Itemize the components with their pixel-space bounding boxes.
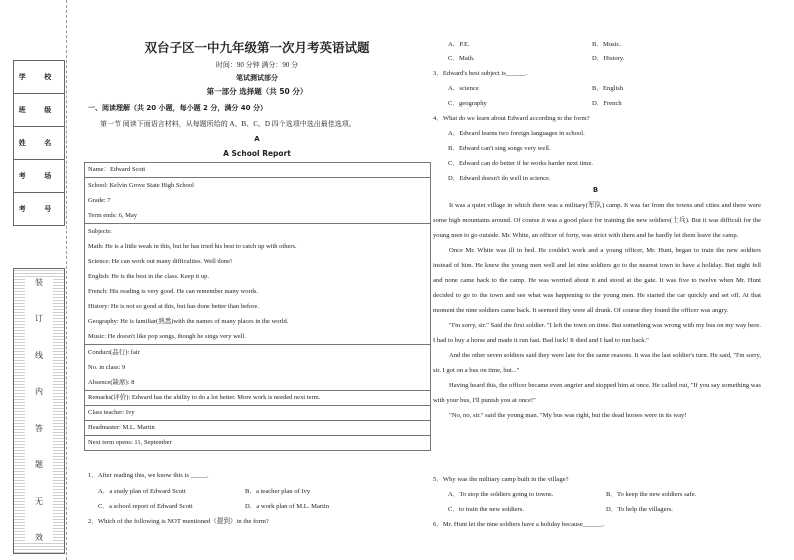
question-3: 3．Edward's best subject is______. <box>433 70 528 77</box>
binding-char: 装 <box>35 278 43 287</box>
passage-b-paragraph: Having heard this, the officer became even angrier and stopped him at once. He called out, "If you say something was with your bus, I'll punish you at once!" <box>433 382 761 404</box>
q3-option-d[interactable]: D．French <box>592 100 622 107</box>
passage-b-paragraph: It was a quiet village in which there was a military(军队) camp. It was far from the towns and cities and there were some high mountains around. Of course it was a good place for training the new soldiers(士兵). But it was difficult for the young men to go outside. Mr. White, an officer of forty, was strict with them and he hardly let them leave the camp. <box>433 202 761 239</box>
report-absence: Absence(缺席): 8 <box>88 379 135 386</box>
q2-option-b[interactable]: B．Music. <box>592 41 622 48</box>
part1-heading: 第一部分 选择题（共 50 分） <box>206 87 308 96</box>
q1-option-c[interactable]: C．a school report of Edward Scott <box>98 503 193 510</box>
report-term-ends: Term ends: 6, May <box>88 212 138 219</box>
school-field[interactable]: 学 校 <box>14 61 65 94</box>
subject-french: French: His reading is very good. He can remember many words. <box>88 288 259 295</box>
exam-number-field[interactable]: 考 号 <box>14 193 65 226</box>
report-conduct: Conduct(品行): fair <box>88 349 140 356</box>
q2-option-d[interactable]: D．History. <box>592 55 625 62</box>
passage-b-paragraph: Once Mr. White was ill in bed. He couldn't work and a young officer, Mr. Hunt, began to train the new soldiers instead of him. He knew the young men well and let nine soldiers go to the nearest town to have a holiday. But night fell and none came back to the camp. He was worried about it and stood at the gate. It was five to twelve when Mr. Hunt decided to go to the town and see what was happening to the young men. He started the car quickly and set off. At that moment the nine soldiers came back. It seemed they were all drunk. Of course they found the officer was angry. <box>433 247 761 314</box>
report-subjects-block <box>85 224 431 345</box>
binding-char: 无 <box>35 496 43 506</box>
report-next-term: Next term opens: 11, September <box>85 436 431 451</box>
passage-b-label: B <box>593 186 599 194</box>
q4-option-c[interactable]: C．Edward can do better if he works harder next time. <box>448 160 594 167</box>
question-6: 6．Mr. Hunt let the nine soldiers have a holiday because______. <box>433 521 605 528</box>
passage-b-paragraph: "No, no, sir." said the young man. "My bus was right, but the dead horses were in its way! <box>449 412 687 419</box>
name-field[interactable]: 姓 名 <box>14 127 65 160</box>
binding-char: 题 <box>35 460 43 470</box>
report-remarks: Remarks(评价): Edward has the ability to do a lot better. More work is needed next term. <box>85 391 431 406</box>
passage-b-paragraph: And the other seven soldiers said they were late for the same reasons. It was the last soldier's turn. He said, "I'm sorry, sir. I got on a bus on time, but..." <box>433 352 761 374</box>
question-1: 1．After reading this, we know this is _____. <box>88 472 209 479</box>
report-class-number: No. in class: 9 <box>88 364 126 371</box>
report-grade: Grade: 7 <box>88 197 111 204</box>
report-name: Name：Edward Scott <box>85 163 431 178</box>
section-instruction: 第一节 阅读下面语言材料，从每题所给的 A、B、C、D 四个选项中选出最佳选项。 <box>100 120 356 128</box>
q4-option-b[interactable]: B．Edward can't sing songs very well. <box>448 145 551 152</box>
binding-char: 线 <box>35 350 43 360</box>
report-school-block <box>85 178 431 224</box>
q3-option-c[interactable]: C．geography <box>448 100 487 107</box>
student-info-table <box>13 60 65 226</box>
question-4: 4．What do we learn about Edward according to the form? <box>433 115 590 122</box>
subject-math: Math: He is a little weak in this, but he has tried his best to catch up with others. <box>88 243 297 250</box>
subject-history: History: He is not so good at this, but has done better than before. <box>88 303 259 310</box>
subject-music: Music: He doesn't like pop songs, though he sings very well. <box>88 333 246 340</box>
subjects-label: Subjects: <box>88 228 112 235</box>
report-headmaster: Headmaster: M.L. Martin <box>85 421 431 436</box>
reading-section-heading: 一、阅读理解（共 20 小题，每小题 2 分，满分 40 分） <box>88 104 267 112</box>
section-written-label: 笔试测试部分 <box>236 74 278 82</box>
school-report-table <box>84 162 431 451</box>
subject-geography: Geography: He is familiar(熟悉)with the names of many places in the world. <box>88 318 289 325</box>
q5-option-a[interactable]: A．To stop the soldiers going to towns. <box>448 491 554 498</box>
question-5: 5．Why was the military camp built in the village? <box>433 476 569 483</box>
q5-option-c[interactable]: C．to train the new soldiers. <box>448 506 524 513</box>
binding-char: 答 <box>35 423 43 433</box>
binding-line-strip <box>13 268 65 554</box>
report-conduct-block <box>85 345 431 391</box>
q5-option-d[interactable]: D．To help the villagers. <box>606 506 673 513</box>
report-school: School: Kelvin Grove State High School <box>88 182 194 189</box>
q2-option-c[interactable]: C．Math. <box>448 55 475 62</box>
q4-option-a[interactable]: A．Edward learns two foreign languages in school. <box>448 130 585 137</box>
binding-char: 内 <box>35 387 43 397</box>
passage-a-label: A <box>254 135 260 143</box>
q5-option-b[interactable]: B．To keep the new soldiers safe. <box>606 491 697 498</box>
exam-title: 双台子区一中九年级第一次月考英语试题 <box>144 40 370 55</box>
q3-option-a[interactable]: A．science <box>448 85 479 92</box>
class-field[interactable]: 班 级 <box>14 94 65 127</box>
exam-room-field[interactable]: 考 场 <box>14 160 65 193</box>
q1-option-a[interactable]: A．a study plan of Edward Scott <box>98 488 186 495</box>
passage-a-title: A School Report <box>223 149 291 158</box>
subject-science: Science: He can work out many difficulties. Well done! <box>88 258 233 265</box>
q4-option-d[interactable]: D．Edward doesn't do well in science. <box>448 175 551 182</box>
passage-b-paragraph: "I'm sorry, sir." Said the first soldier. "I left the town on time. But something was wrong with my bus on my way here. I had to buy a horse and made it run fast. Bad luck! It died and I had to run back." <box>433 322 761 344</box>
q1-option-d[interactable]: D．a work plan of M.L. Martin <box>245 503 330 510</box>
q1-option-b[interactable]: B．a teacher plan of Ivy <box>245 488 311 495</box>
subject-english: English: He is the best in the class. Keep it up. <box>88 273 209 280</box>
passage-b <box>433 198 761 423</box>
binding-char: 效 <box>35 532 43 542</box>
binding-char: 订 <box>35 314 43 324</box>
report-class-teacher: Class teacher: Ivy <box>85 406 431 421</box>
q3-option-b[interactable]: B．English <box>592 85 624 92</box>
q2-option-a[interactable]: A．P.E. <box>448 41 470 48</box>
time-score: 时间：90 分钟 满分：90 分 <box>215 61 299 69</box>
cut-line <box>66 0 67 560</box>
question-2: 2．Which of the following is NOT mentioned（提到）in the form? <box>88 518 269 525</box>
